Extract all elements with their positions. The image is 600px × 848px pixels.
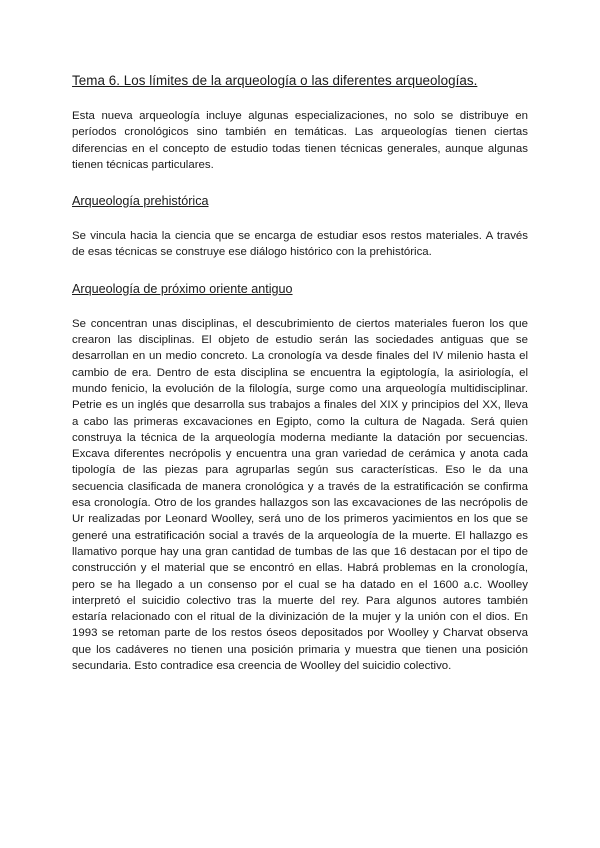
section-paragraph-near-east: Se concentran unas disciplinas, el descubrimiento de ciertos materiales fueron los que crearon las disciplinas. El objeto de estudio serán las sociedades antiguas que se desarrollan en un medio concreto. La cronología va desde finales del IV milenio hasta el cambio de era. Dentro de esta disciplina se encuentra la egiptología, la asiriología, el mundo fenicio, la evolución de la filología, surge como una arqueología multidisciplinar. Petrie es un inglés que desarrolla sus trabajos a finales del XIX y principios del XX, lleva a cabo las primeras excavaciones en Egipto, como la cultura de Nagada. Será quien construya la técnica de la arqueología moderna mediante la datación por secuencias. Excava diferentes necrópolis y encuentra una gran variedad de cerámica y anota cada tipología de las piezas para agruparlas según sus características. Eso le da una secuencia clasificada de manera cronológica y a través de la estratificación se confirma esa cronología. Otro de los grandes hallazgos son las excavaciones de las necrópolis de Ur realizadas por Leonard Woolley, será uno de los primeros yacimientos en los que se generé una estratificación social a través de la arqueología de la muerte. El hallazgo es llamativo porque hay una gran cantidad de tumbas de las que 16 destacan por el tipo de construcción y el material que se encontró en ellas. Habrá problemas en la cronología, pero se ha llegado a un consenso por el cual se ha datado en el 1600 a.c. Woolley interpretó el suicidio colectivo tras la muerte del rey. Para algunos autores también estaría relacionado con el ritual de la divinización de la mujer y la unión con el dios. En 1993 se retoman parte de los restos óseos depositados por Woolley y Charvat observa que los cadáveres no tienen una posición primaria y muestra que tienen una posición secundaria. Esto contradice esa creencia de Woolley del suicidio colectivo.	[72, 317, 528, 673]
spacer	[72, 173, 528, 192]
intro-paragraph: Esta nueva arqueología incluye algunas especializaciones, no solo se distribuye en períodos cronológicos sino también en temáticas. Las arqueologías tienen ciertas diferencias en el concepto de estudio todas tienen técnicas generales, aunque algunas tienen técnicas particulares.	[72, 110, 528, 171]
page-title: Tema 6. Los límites de la arqueología o las diferentes arqueologías.	[72, 73, 478, 88]
spacer	[72, 210, 528, 228]
spacer	[72, 261, 528, 280]
section-heading-near-east: Arqueología de próximo oriente antiguo	[72, 281, 293, 296]
section-paragraph-prehistoric: Se vincula hacia la ciencia que se encarga de estudiar esos restos materiales. A través de esas técnicas se construye ese diálogo histórico con la prehistórica.	[72, 230, 528, 259]
spacer	[72, 90, 528, 108]
document-page	[72, 72, 528, 674]
section-heading-prehistoric: Arqueología prehistórica	[72, 194, 209, 209]
spacer	[72, 298, 528, 316]
